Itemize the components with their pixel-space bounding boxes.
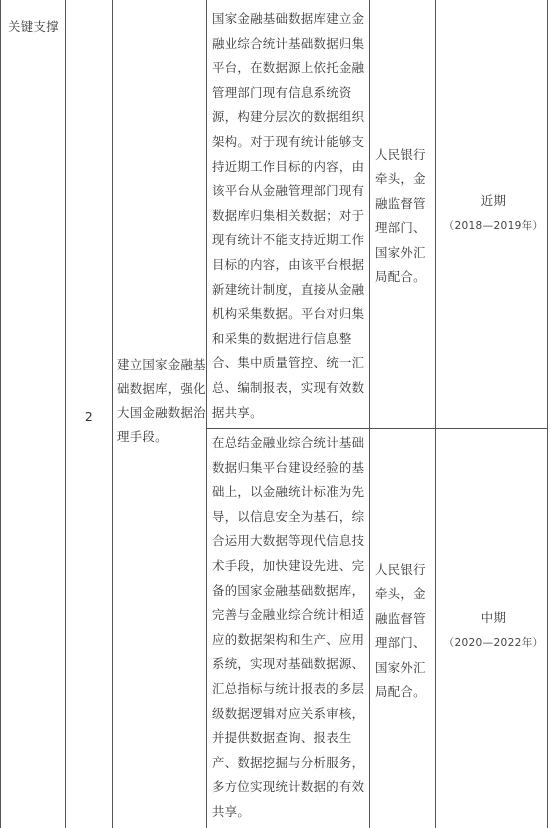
- measure-description: 国家金融基础数据库建立金融业综合统计基础数据归集平台，在数据源上依托金融管理部门现有信息系统资源，构建分层次的数据组织架构。对于现有统计能够支持近期工作目标的内容，由该平台从金融管理部门现有数据库归集相关数据；对于现有统计不能支持近期工作目标的内容，由该平台根据新建统计制度，直接从金融机构采集数据。平台对归集和采集的数据进行信息整合、集中质量管控、统一汇总、编制报表，实现有效数据共享。: [212, 11, 365, 420]
- time-frame: [437, 189, 550, 239]
- responsible-units: 人民银行牵头，金融监督管理部门、国家外汇局配合。: [375, 147, 426, 285]
- column-divider: [369, 0, 370, 828]
- measure-description: 在总结金融业综合统计基础数据归集平台建设经验的基础上，以金融统计标准为先导，以信息安全为基石，综合运用大数据等现代信息技术手段，加快建设先进、完备的国家金融基础数据库，完善与金融业综合统计相适应的数据架构和生产、应用系统，实现对基础数据源、汇总指标与统计报表的多层级数据逻辑对应关系审核，并提供数据查询、报表生产、数据挖掘与分析服务，多方位实现统计数据的有效共享。: [212, 435, 365, 819]
- term-years: （2020—2022年）: [443, 637, 544, 649]
- column-divider: [0, 0, 1, 828]
- column-divider: [112, 0, 113, 828]
- responsible-units: 人民银行牵头，金融监督管理部门、国家外汇局配合。: [375, 562, 426, 700]
- time-frame: [437, 606, 550, 656]
- row-divider: [206, 428, 548, 429]
- category-label: 关键支撑: [8, 19, 59, 34]
- column-divider: [547, 0, 548, 828]
- row-number: 2: [84, 409, 94, 424]
- term-label: 近期: [480, 193, 507, 208]
- term-label: 中期: [480, 610, 507, 625]
- term-years: （2018—2019年）: [443, 220, 544, 232]
- task-title: 建立国家金融基础数据库，强化大国金融数据治理手段。: [117, 357, 206, 444]
